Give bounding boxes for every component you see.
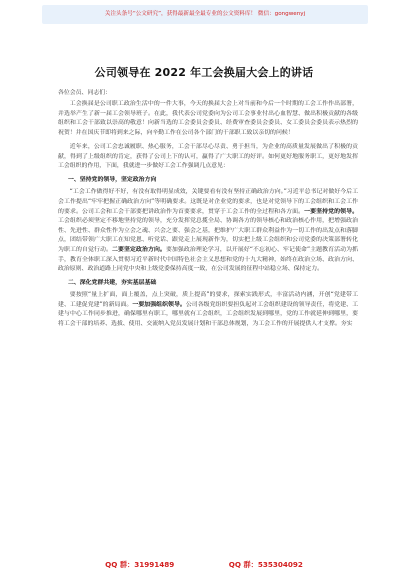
section-1-text: “工会工作做得好不好，有没有取得明显成效，关键要看有没有坚持正确政治方向。”习近平总书记对做好今后工会工作提出“牢牢把握正确政治方向”等明确要求。这既是对企业党的要求，也是对党领导下的工会组织和工会工作的要求。公司工会和工会干部要把讲政治作为首要要求，贯穿于工会工作的全过程和各方面。	[58, 189, 358, 215]
salutation: 各位会员、同志们：	[58, 90, 112, 96]
section-1-paragraph-1	[58, 188, 358, 274]
intro-paragraph-1: 工会换届是公司职工政治生活中的一件大事，今天的换届大会上对当前和今后一个时期的工会工作作出部署，并选举产生了新一届工会领导班子。在此，我代表公司党委向为公司工会事业付出心血智慧、做出积极贡献的各级组织和工会干部致以崇高的敬意！向新当选的工会委员会委员、经费审查委员会委员、女工委员会委员表示热烈的祝贺！并在国庆节即将到来之际，向辛勤工作在公司各个部门的干部职工致以亲切的问候！	[58, 101, 358, 136]
section-1-point-1-text: 工会组织必须坚定不移地坚持党的领导，充分发挥党总揽全局、协调各方的领导核心和政治核心作用，把增强政治性、先进性、群众性作为立会之魂、兴会之要、强会之基，把维护广大职工群众利益作为一切工作的出发点和落脚点，团结带领广大职工在知党恩、听党话、跟党走上展现新作为，切实把上级工会组织和公司党委的决策部署转化为职工的自觉行动。	[58, 218, 358, 253]
qq-group-2: QQ 群：535304092	[228, 560, 303, 569]
section-2-point-1-text: 公司各级党组织要担负起对工会组织建设的领导责任，将党建、工建与中心工作同步推进，确保哪里有职工，哪里就有工会组织，工会组织发展到哪里，党的工作就延伸到哪里，要将工会干部的培养、选拔、使用、交流纳入党员发展计划和干部总体规划，为工会工作的开展提供人才支撑。夯实	[58, 301, 359, 328]
section-1-heading: 一、坚持党的领导，坚定政治方向	[68, 176, 157, 183]
section-2-text: 要按照“量上扩面，面上覆盖，点上突破，质上提高”的要求，探索实践形式，丰富活动内涵，开创“党建带工建、工建促党建”的新局面。	[58, 292, 358, 308]
section-2-heading: 二、深化党群共建，夯实基层基础	[68, 279, 157, 286]
promo-banner: 关注头条号“公文研究”，获得最新最全最专业的公文资料库！ 微信：gongwenyj	[42, 5, 368, 24]
document-body	[58, 89, 358, 331]
section-1-point-2-text: 要加强政治理论学习，以开展好“不忘初心、牢记使命”主题教育活动为抓手，教育全体职工深入贯彻习近平新时代中国特色社会主义思想和党的十九大精神，始终在政治立场、政治方向、政治原则、政治道路上同党中央和上级党委保持高度一致，在公司发展的征程中站稳立场、保持定力。	[58, 246, 359, 273]
contact-footer	[0, 560, 408, 570]
section-2-point-1: 一要加强组织领导。	[132, 301, 186, 308]
qq-group-1: QQ 群：31991489	[105, 560, 175, 569]
section-1-point-1: 一要坚持党的领导。	[304, 208, 359, 215]
section-2-paragraph-1	[58, 291, 358, 329]
section-1-point-2: 二要坚定政治方向。	[111, 246, 166, 253]
document-title: 公司领导在 2022 年工会换届大会上的讲话	[94, 66, 314, 79]
intro-paragraph-2: 近年来，公司工会忠诚履职、热心服务，工会干部尽心尽责、勇于担当，为企业的高质量发展做出了积极的贡献，得到了上级组织的肯定，获得了公司上下的认可，赢得了广大职工的好评。如何更好地服务职工，更好地发挥工会组织的作用，下面，我就进一步做好工会工作强调几点意见：	[58, 143, 358, 170]
